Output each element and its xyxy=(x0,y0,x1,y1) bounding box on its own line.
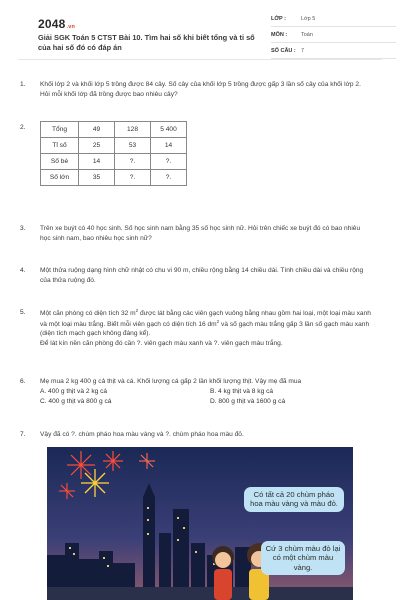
question-number: 2. xyxy=(20,124,26,131)
superscript: 2 xyxy=(135,308,139,313)
table-cell: 128 xyxy=(115,122,151,138)
speech-bubble-boy: Có tất cả 20 chùm pháo hoa màu vàng và màu đỏ. xyxy=(244,487,344,512)
table-row xyxy=(41,154,187,170)
info-row-count xyxy=(271,46,396,59)
info-panel xyxy=(271,14,396,62)
city-skyline-image xyxy=(47,447,353,600)
question-number: 3. xyxy=(20,225,26,232)
question-text: Mẹ mua 2 kg 400 g cả thịt và cá. Khối lượng cá gấp 2 lần khối lượng thịt. Vậy mẹ đã mua xyxy=(40,378,302,385)
option-b[interactable]: B. 4 kg thịt và 8 kg cá xyxy=(210,387,274,395)
table-cell: Tỉ số xyxy=(41,138,79,154)
question-4 xyxy=(20,266,380,285)
question-text-2: Để lát kín nền căn phòng đó cần ?. viên gạch màu xanh và ?. viên gạch màu trắng. xyxy=(40,340,283,348)
option-d[interactable]: D. 800 g thịt và 1600 g cá xyxy=(210,398,286,406)
text-part: được lát bằng các viên gạch vuông bằng nhau gồm hai loại, một loại màu xanh và một loại màu trắng. Biết mỗi viên gạch có diện tích 16 dm xyxy=(40,310,371,328)
table-cell: Tổng xyxy=(41,122,79,138)
table-cell: 35 xyxy=(79,170,115,186)
answer-options xyxy=(40,387,380,407)
speech-bubble-girl: Cứ 3 chùm màu đỏ lại có một chùm màu vàng. xyxy=(261,541,345,575)
info-value: Lớp 5 xyxy=(301,16,316,23)
info-row-class xyxy=(271,14,396,27)
logo-suffix: .vn xyxy=(66,24,76,30)
text-part: Một căn phòng có diện tích 32 m xyxy=(40,310,136,318)
info-label: SỐ CÂU : xyxy=(271,48,296,55)
table-cell: 25 xyxy=(79,138,115,154)
info-value: Toán xyxy=(301,32,313,39)
question-1 xyxy=(20,80,380,99)
page-title: Giải SGK Toán 5 CTST Bài 10. Tìm hai số khi biết tổng và tỉ số của hai số đó có đáp án xyxy=(38,33,255,52)
text-part: và số gạch màu trắng gấp 3 lần số gạch màu xanh (diện tích mạch gạch không đáng kể). xyxy=(40,320,370,338)
question-number: 7. xyxy=(20,431,26,438)
info-value: 7 xyxy=(301,48,305,55)
question-number: 6. xyxy=(20,378,26,385)
firework-red-icon xyxy=(67,451,95,479)
question-7 xyxy=(20,430,380,440)
superscript: 2 xyxy=(216,318,220,324)
page-header xyxy=(18,0,382,60)
question-6 xyxy=(20,377,380,407)
answer-blank[interactable]: ?. xyxy=(115,170,151,186)
answer-blank[interactable]: ?. xyxy=(151,154,187,170)
question-5 xyxy=(20,308,380,349)
answer-blank[interactable]: ?. xyxy=(151,170,187,186)
boy-character-icon xyxy=(212,546,234,600)
question-text xyxy=(40,308,372,339)
info-row-subject xyxy=(271,30,396,43)
table-row xyxy=(41,122,187,138)
option-a[interactable]: A. 400 g thịt và 2 kg cá xyxy=(40,387,108,395)
table-row xyxy=(41,170,187,186)
logo-main: 2048 xyxy=(38,17,66,31)
table-cell: 49 xyxy=(79,122,115,138)
answer-blank[interactable]: ?. xyxy=(115,154,151,170)
table-cell: 53 xyxy=(115,138,151,154)
info-label: MÔN : xyxy=(271,32,288,39)
question-3 xyxy=(20,224,380,243)
question-number: 4. xyxy=(20,267,26,274)
fireworks-illustration xyxy=(47,447,353,600)
table-cell: Số lớn xyxy=(41,170,79,186)
question-text: Vậy đã có ?. chùm pháo hoa màu vàng và ?. chùm pháo hoa màu đỏ. xyxy=(40,431,244,438)
firework-red-icon xyxy=(103,451,123,471)
question-text: Trên xe buýt có 40 học sinh. Số học sinh nam bằng 35 số học sinh nữ. Hỏi trên chiếc xe buýt đó có bao nhiêu học sinh nam, bao nhiêu học sinh nữ? xyxy=(40,225,361,242)
question-text: Khối lớp 2 và khối lớp 5 trồng được 84 cây. Số cây của khối lớp 5 trồng được gấp 3 lần số cây của khối lớp 2. Hỏi mỗi khối lớp đã trồng được bao nhiêu cây? xyxy=(40,81,361,98)
site-logo[interactable] xyxy=(38,16,75,33)
question-text: Một thửa ruộng dạng hình chữ nhật có chu vi 90 m, chiều rộng bằng 14 chiều dài. Tính chiều dài và chiều rộng của thửa ruộng đó. xyxy=(40,267,364,284)
firework-yellow-icon xyxy=(81,469,109,497)
info-label: LỚP : xyxy=(271,16,286,23)
question-2 xyxy=(20,121,380,186)
question-number: 5. xyxy=(20,309,26,316)
table-row xyxy=(41,138,187,154)
table-cell: 14 xyxy=(151,138,187,154)
table-cell: Số bé xyxy=(41,154,79,170)
table-cell: 5 400 xyxy=(151,122,187,138)
option-c[interactable]: C. 400 g thịt và 800 g cá xyxy=(40,398,112,406)
ratio-table xyxy=(40,121,187,186)
question-number: 1. xyxy=(20,81,26,88)
table-cell: 14 xyxy=(79,154,115,170)
